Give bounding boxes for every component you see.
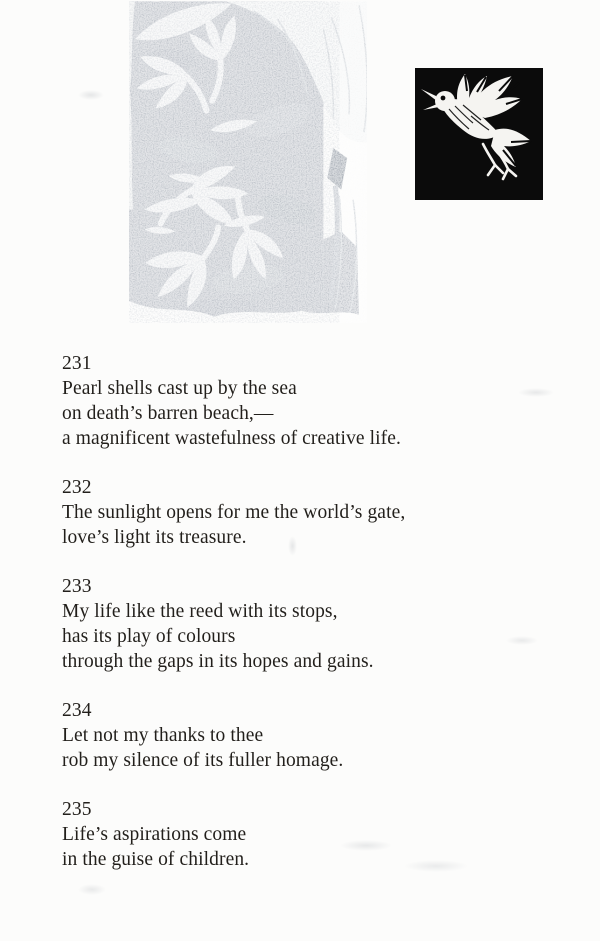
verse-line: a magnificent wastefulness of creative life. [62, 428, 402, 449]
dove-eye [441, 96, 446, 101]
verse-235 [62, 797, 532, 872]
verse-line: Pearl shells cast up by the sea [62, 378, 297, 399]
verse-number: 231 [62, 353, 92, 374]
floral-watermark-illustration [129, 0, 367, 324]
verse-234 [62, 698, 532, 773]
verse-line: Life’s aspirations come [62, 824, 247, 845]
verse-line: through the gaps in its hopes and gains. [62, 651, 374, 672]
verse-line: love’s light its treasure. [62, 527, 247, 548]
verse-232 [62, 475, 532, 550]
verse-line: on death’s barren beach,— [62, 403, 274, 424]
verse-233 [62, 574, 532, 674]
watermark-grain-dark [129, 1, 339, 322]
verse-number: 234 [62, 700, 92, 721]
verse-number: 233 [62, 576, 92, 597]
verse-number: 232 [62, 477, 92, 498]
verse-line: The sunlight opens for me the world’s gate, [62, 502, 406, 523]
verse-line: My life like the reed with its stops, [62, 601, 338, 622]
verse-block [62, 351, 532, 896]
verse-231 [62, 351, 532, 451]
verse-line: Let not my thanks to thee [62, 725, 264, 746]
dove-plate-illustration [415, 68, 543, 200]
verse-line: has its play of colours [62, 626, 236, 647]
verse-line: rob my silence of its fuller homage. [62, 750, 344, 771]
verse-number: 235 [62, 799, 92, 820]
verse-line: in the guise of children. [62, 849, 250, 870]
scan-smudge [78, 90, 104, 100]
